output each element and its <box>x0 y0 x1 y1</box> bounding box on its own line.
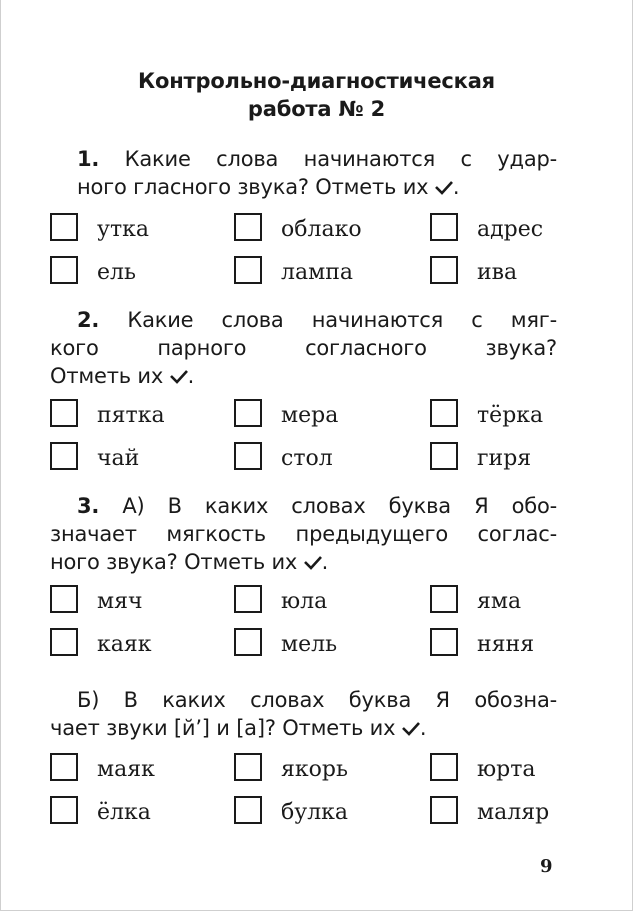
question-1-line2: ного гласного звука? Отметь их . <box>77 175 460 199</box>
question-3a-line2: значает мягкость предыдущего соглас- <box>50 522 557 546</box>
option-word: няня <box>477 632 535 657</box>
answer-checkbox[interactable] <box>50 256 78 284</box>
options-row <box>50 213 570 245</box>
options-row <box>50 399 570 431</box>
answer-checkbox[interactable] <box>234 753 262 781</box>
question-3a-line3: ного звука? Отметь их . <box>50 550 329 574</box>
answer-checkbox[interactable] <box>234 585 262 613</box>
question-2 <box>50 306 558 390</box>
option-word: юла <box>281 589 328 614</box>
answer-checkbox[interactable] <box>430 628 458 656</box>
answer-checkbox[interactable] <box>430 213 458 241</box>
answer-checkbox[interactable] <box>50 628 78 656</box>
answer-checkbox[interactable] <box>234 256 262 284</box>
question-number: 3. <box>77 494 100 518</box>
option-word: маляр <box>477 800 550 825</box>
option-word: каяк <box>97 632 152 657</box>
answer-checkbox[interactable] <box>430 442 458 470</box>
option-word: мера <box>281 403 339 428</box>
check-mark-icon <box>170 370 188 384</box>
option-word: мель <box>281 632 338 657</box>
option-word: чай <box>97 446 140 471</box>
options-row <box>50 628 570 660</box>
option-word: облако <box>281 217 362 242</box>
option-word: булка <box>281 800 349 825</box>
answer-checkbox[interactable] <box>50 753 78 781</box>
option-word: пятка <box>97 403 165 428</box>
option-word: ёлка <box>97 800 151 825</box>
option-word: гиря <box>477 446 532 471</box>
answer-checkbox[interactable] <box>430 585 458 613</box>
option-word: ива <box>477 260 518 285</box>
question-3b-line2: чает звуки [й’] и [а]? Отметь их . <box>50 716 427 740</box>
answer-checkbox[interactable] <box>234 796 262 824</box>
question-3a-line1: 3. А) В каких словах буква Я обо- <box>77 494 557 518</box>
question-1 <box>77 145 557 201</box>
answer-checkbox[interactable] <box>50 399 78 427</box>
check-mark-icon <box>304 556 322 570</box>
page-title-line1: Контрольно-диагностическая <box>138 69 495 93</box>
question-2-line3: Отметь их . <box>50 364 195 388</box>
question-number: 1. <box>77 147 100 171</box>
answer-checkbox[interactable] <box>234 213 262 241</box>
page-number: 9 <box>540 856 553 877</box>
option-word: лампа <box>281 260 353 285</box>
answer-checkbox[interactable] <box>50 442 78 470</box>
options-row <box>50 796 570 828</box>
option-word: мяч <box>97 589 143 614</box>
answer-checkbox[interactable] <box>50 585 78 613</box>
answer-checkbox[interactable] <box>430 256 458 284</box>
option-word: якорь <box>281 757 348 782</box>
question-2-line2: кого парного согласного звука? <box>50 336 557 360</box>
answer-checkbox[interactable] <box>234 442 262 470</box>
answer-checkbox[interactable] <box>234 628 262 656</box>
question-3a <box>50 492 557 576</box>
answer-checkbox[interactable] <box>430 796 458 824</box>
question-2-line1: 2. Какие слова начинаются с мяг- <box>77 308 558 332</box>
answer-checkbox[interactable] <box>234 399 262 427</box>
option-word: яма <box>477 589 522 614</box>
answer-checkbox[interactable] <box>50 213 78 241</box>
page-title-line2: работа № 2 <box>247 97 386 121</box>
options-row <box>50 256 570 288</box>
question-1-line1: 1. Какие слова начинаются с удар- <box>77 147 558 171</box>
question-3b <box>50 686 557 742</box>
option-word: адрес <box>477 217 544 242</box>
option-word: маяк <box>97 757 155 782</box>
option-word: юрта <box>477 757 536 782</box>
options-row <box>50 753 570 785</box>
question-3b-line1: Б) В каких словах буква Я обозна- <box>77 688 557 712</box>
option-word: утка <box>97 217 149 242</box>
check-mark-icon <box>402 722 420 736</box>
question-number: 2. <box>77 308 100 332</box>
answer-checkbox[interactable] <box>430 753 458 781</box>
options-row <box>50 585 570 617</box>
answer-checkbox[interactable] <box>50 796 78 824</box>
check-mark-icon <box>435 181 453 195</box>
option-word: стол <box>281 446 333 471</box>
option-word: ель <box>97 260 136 285</box>
option-word: тёрка <box>477 403 544 428</box>
options-row <box>50 442 570 474</box>
answer-checkbox[interactable] <box>430 399 458 427</box>
